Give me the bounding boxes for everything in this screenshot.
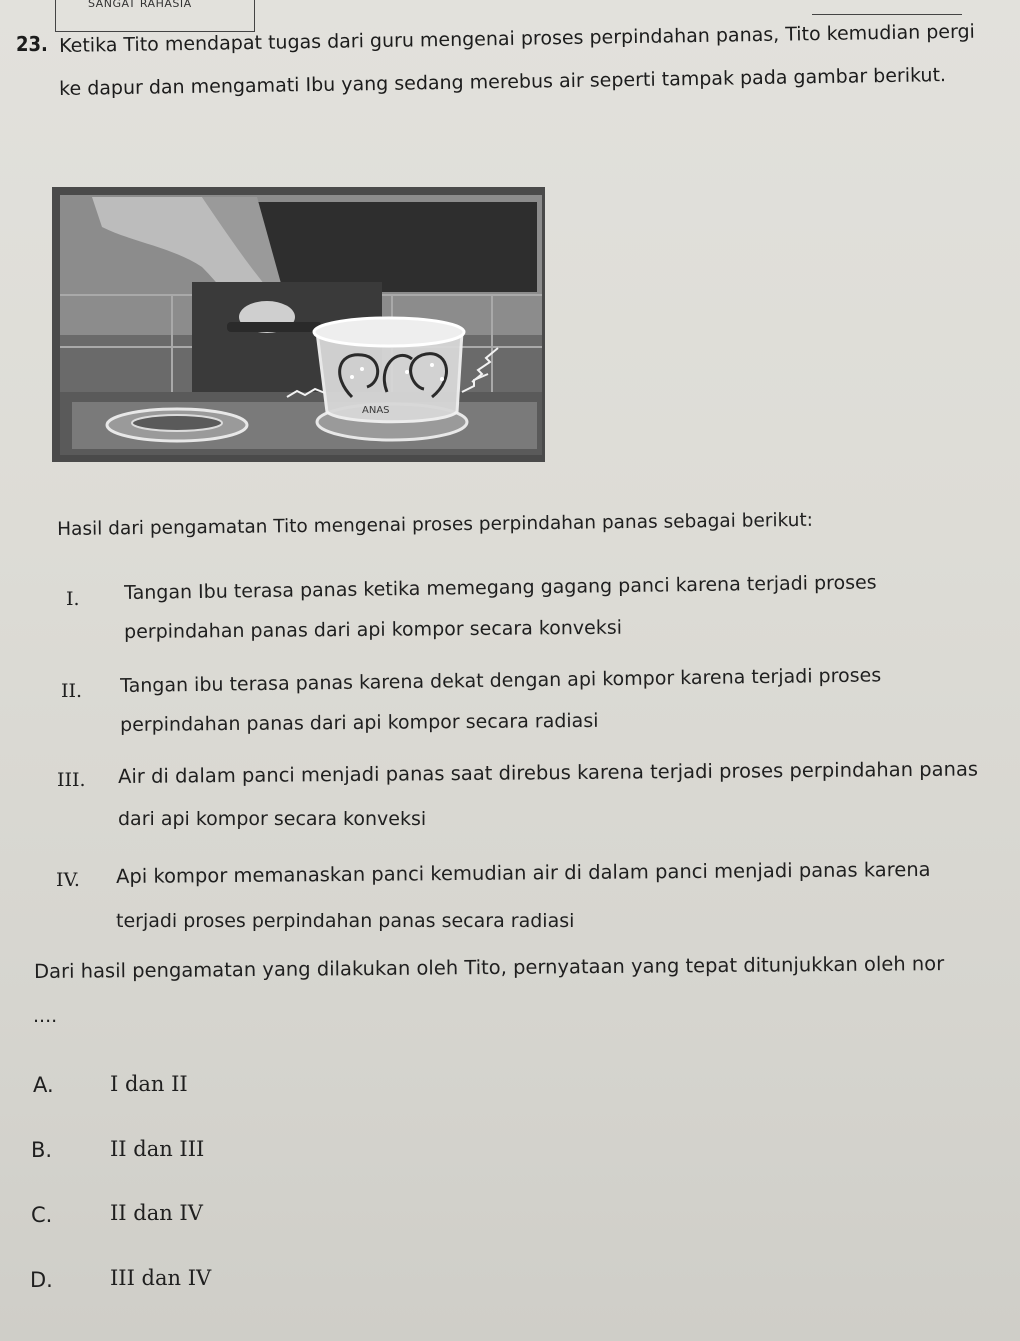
option-a-letter: A. [33, 1073, 54, 1097]
statement-4-line-1: Api kompor memanaskan panci kemudian air di dalam panci menjadi panas karena [116, 857, 931, 888]
statement-1-line-1: Tangan Ibu terasa panas ketika memegang gagang panci karena terjadi proses [124, 571, 877, 604]
header-label: SANGAT RAHASIA [88, 0, 192, 10]
prompt-line-1: Dari hasil pengamatan yang dilakukan oleh Tito, pernyataan yang tepat ditunjukkan oleh nor [34, 952, 945, 983]
statement-3-number: III. [57, 769, 86, 791]
statement-3-line-2: dari api kompor secara konveksi [118, 808, 427, 830]
statement-4-line-2: terjadi proses perpindahan panas secara radiasi [116, 910, 575, 932]
statement-3-line-1: Air di dalam panci menjadi panas saat direbus karena terjadi proses perpindahan panas [118, 757, 979, 788]
option-b-letter: B. [31, 1138, 53, 1162]
option-d-text: III dan IV [110, 1266, 212, 1290]
observation-intro: Hasil dari pengamatan Tito mengenai proses perpindahan panas sebagai berikut: [57, 509, 814, 540]
question-line-2: ke dapur dan mengamati Ibu yang sedang merebus air seperti tampak pada gambar berikut. [59, 64, 947, 100]
option-d-letter: D. [30, 1268, 53, 1292]
statement-1-number: I. [66, 588, 80, 610]
option-b-text: II dan III [110, 1137, 205, 1161]
stove-pot-illustration [52, 187, 545, 462]
option-c-letter: C. [31, 1203, 53, 1227]
option-a-text: I dan II [110, 1072, 188, 1096]
statement-1-line-2: perpindahan panas dari api kompor secara konveksi [124, 616, 623, 643]
prompt-line-2: .... [33, 1005, 58, 1027]
statement-2-line-1: Tangan ibu terasa panas karena dekat dengan api kompor karena terjadi proses [120, 664, 882, 697]
pot-label: ANAS [362, 405, 390, 416]
statement-2-line-2: perpindahan panas dari api kompor secara radiasi [120, 709, 599, 736]
statement-4-number: IV. [56, 869, 80, 891]
option-c-text: II dan IV [110, 1201, 203, 1225]
question-number: 23. [16, 32, 48, 56]
question-line-1: Ketika Tito mendapat tugas dari guru mengenai proses perpindahan panas, Tito kemudian pergi [59, 20, 976, 57]
statement-2-number: II. [61, 680, 83, 702]
header-line [812, 14, 962, 15]
